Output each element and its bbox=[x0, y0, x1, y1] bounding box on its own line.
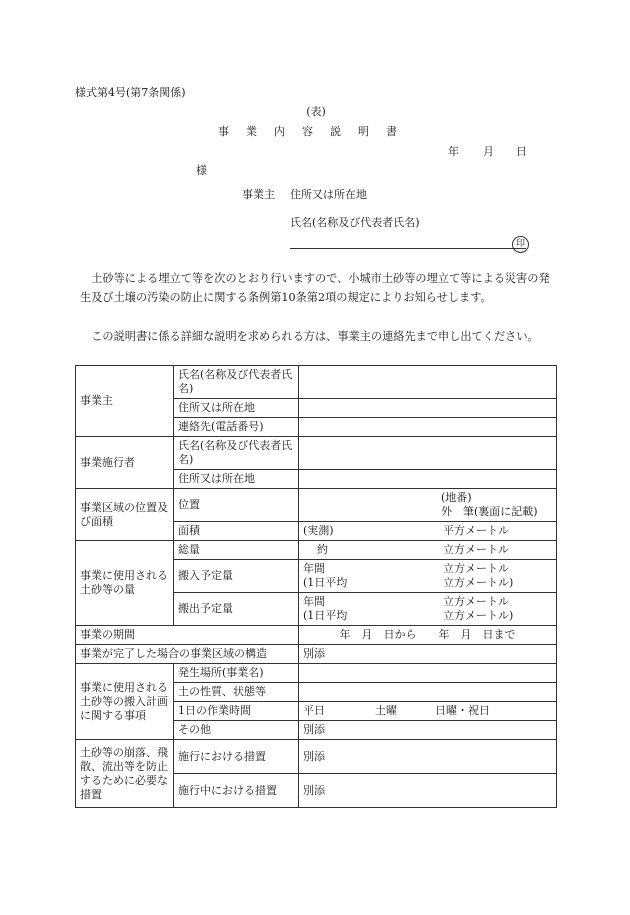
quality-field[interactable] bbox=[299, 683, 557, 702]
applicant-label: 事業主 bbox=[242, 188, 275, 201]
notice-paragraph: 土砂等による埋立て等を次のとおり行いますので、小城市土砂等の埋立て等による災害の発生及び土壌の汚染の防止に関する条例第10条第2項の規定によりお知らせします。 bbox=[80, 272, 550, 304]
lot-other-label: 外 筆(裏面に記載) bbox=[441, 505, 538, 518]
owner-address-field[interactable] bbox=[299, 399, 557, 418]
hours-label: 1日の作業時間 bbox=[174, 702, 299, 721]
weekday-label: 平日 bbox=[303, 704, 325, 717]
area-location-field[interactable] bbox=[299, 489, 557, 522]
measures-label: 土砂等の崩落、飛散、流出等を防止するために必要な措置 bbox=[76, 740, 174, 808]
holiday-label: 日曜・祝日 bbox=[435, 704, 490, 717]
contractor-address-field[interactable] bbox=[299, 470, 557, 489]
measured-label: (実測) bbox=[303, 524, 334, 537]
export-annual-unit: 立方メートル bbox=[443, 595, 509, 608]
source-label: 発生場所(事業名) bbox=[174, 664, 299, 683]
area-location-label: 位置 bbox=[174, 489, 299, 522]
area-size-label: 面積 bbox=[174, 522, 299, 541]
lot-number-label: (地番) bbox=[441, 491, 472, 504]
contractor-name-label: 氏名(名称及び代表者氏名) bbox=[174, 437, 299, 470]
sqm-unit: 平方メートル bbox=[443, 524, 509, 537]
soil-export-field[interactable] bbox=[299, 593, 557, 626]
period-field[interactable]: 年 月 日から 年 月 日まで bbox=[299, 626, 557, 645]
contractor-address-label: 住所又は所在地 bbox=[174, 470, 299, 489]
seal-mark: 印 bbox=[512, 236, 529, 253]
cubic-unit: 立方メートル bbox=[443, 543, 509, 556]
owner-name-label: 氏名(名称及び代表者氏名) bbox=[174, 366, 299, 399]
import-daily-unit: 立方メートル) bbox=[443, 576, 514, 589]
other-label: その他 bbox=[174, 721, 299, 740]
import-daily-label: (1日平均 bbox=[303, 576, 348, 589]
contractor-label: 事業施行者 bbox=[76, 437, 174, 489]
owner-contact-field[interactable] bbox=[299, 418, 557, 437]
area-label: 事業区域の位置及び面積 bbox=[76, 489, 174, 541]
period-label: 事業の期間 bbox=[76, 626, 299, 645]
construction-measures-field[interactable]: 別添 bbox=[299, 740, 557, 774]
export-annual-label: 年間 bbox=[303, 595, 325, 608]
addressee-suffix: 様 bbox=[196, 164, 207, 177]
soil-export-label: 搬出予定量 bbox=[174, 593, 299, 626]
soil-label: 事業に使用される土砂等の量 bbox=[76, 541, 174, 626]
owner-address-label: 住所又は所在地 bbox=[174, 399, 299, 418]
source-field[interactable] bbox=[299, 664, 557, 683]
details-table bbox=[75, 365, 557, 808]
construction-measures-label: 施行における措置 bbox=[174, 740, 299, 774]
area-size-field[interactable] bbox=[299, 522, 557, 541]
soil-total-field[interactable] bbox=[299, 541, 557, 560]
import-annual-label: 年間 bbox=[303, 562, 325, 575]
import-plan-label: 事業に使用される土砂等の搬入計画に関する事項 bbox=[76, 664, 174, 740]
signature-line bbox=[290, 248, 526, 249]
operation-measures-field[interactable]: 別添 bbox=[299, 774, 557, 808]
structure-field[interactable]: 別添 bbox=[299, 645, 557, 664]
import-annual-unit: 立方メートル bbox=[443, 562, 509, 575]
soil-total-label: 総量 bbox=[174, 541, 299, 560]
hours-field[interactable] bbox=[299, 702, 557, 721]
date-month: 月 bbox=[483, 145, 494, 158]
quality-label: 土の性質、状態等 bbox=[174, 683, 299, 702]
operation-measures-label: 施行中における措置 bbox=[174, 774, 299, 808]
export-daily-unit: 立方メートル) bbox=[443, 609, 514, 622]
structure-label: 事業が完了した場合の事業区域の構造 bbox=[76, 645, 299, 664]
soil-import-label: 搬入予定量 bbox=[174, 560, 299, 593]
owner-name-field[interactable] bbox=[299, 366, 557, 399]
document-title: 事業内容説明書 bbox=[218, 125, 414, 138]
other-field[interactable]: 別添 bbox=[299, 721, 557, 740]
applicant-name-label: 氏名(名称及び代表者氏名) bbox=[290, 216, 420, 229]
export-daily-label: (1日平均 bbox=[303, 609, 348, 622]
owner-contact-label: 連絡先(電話番号) bbox=[174, 418, 299, 437]
date-year: 年 bbox=[448, 145, 459, 158]
inquiry-paragraph: この説明書に係る詳細な説明を求められる方は、事業主の連絡先まで申し出てください。 bbox=[91, 330, 539, 343]
form-number: 様式第4号(第7条関係) bbox=[75, 86, 186, 99]
applicant-address-label: 住所又は所在地 bbox=[290, 188, 367, 201]
soil-import-field[interactable] bbox=[299, 560, 557, 593]
saturday-label: 土曜 bbox=[375, 704, 397, 717]
contractor-name-field[interactable] bbox=[299, 437, 557, 470]
owner-label: 事業主 bbox=[76, 366, 174, 437]
side-label: (表) bbox=[306, 105, 326, 118]
approx-label: 約 bbox=[317, 543, 328, 556]
date-day: 日 bbox=[516, 145, 527, 158]
